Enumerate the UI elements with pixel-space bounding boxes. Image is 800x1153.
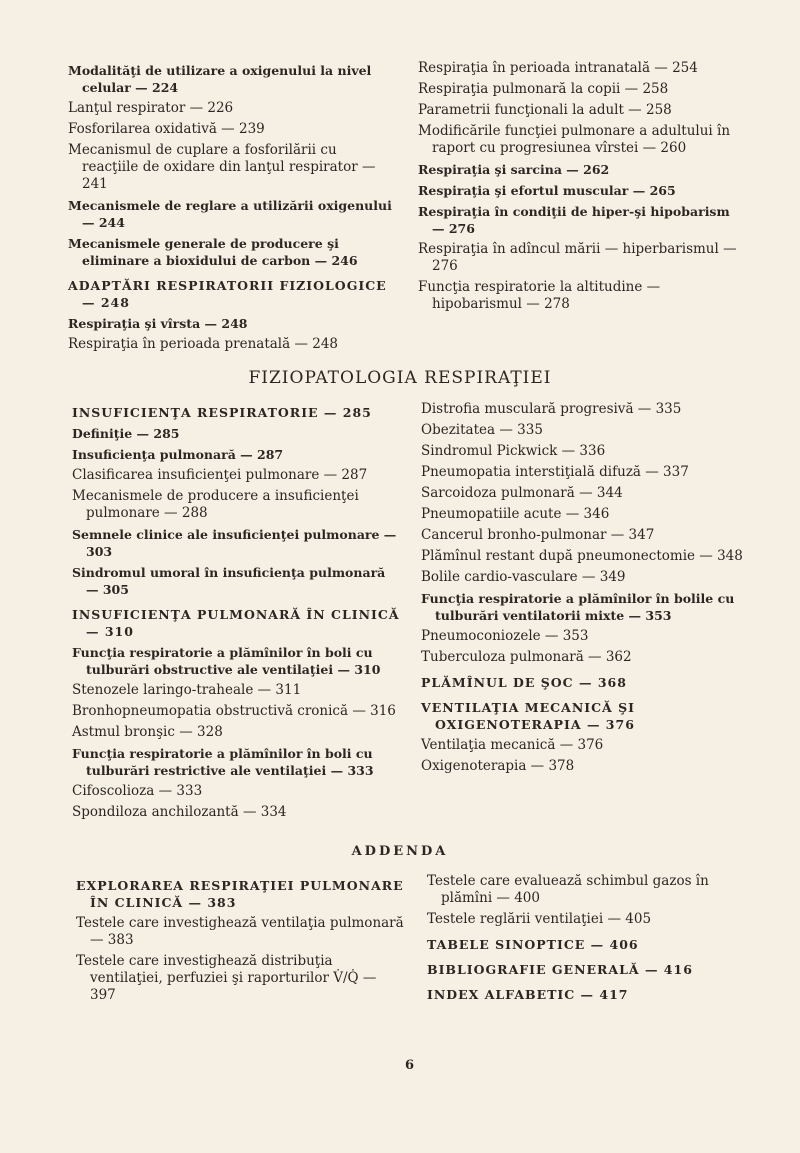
toc-entry: Funcţia respiratorie la altitudine — hipobarismul — 278 [418,279,661,312]
toc-middle-right-column [421,401,751,779]
toc-entry: Testele care investighează ventilaţia pulmonară — 383 [76,915,404,948]
toc-entry: Mecanismele generale de producere şi eliminare a bioxidului de carbon — 246 [68,236,358,268]
toc-entry: Testele care investighează distribuţia ventilaţiei, perfuziei şi raporturilor V̇/Q̇ — 397 [76,953,377,1003]
toc-entry: Insuficienţa pulmonară — 287 [72,447,284,462]
toc-bottom-left-column [76,877,406,1008]
toc-entry: Semnele clinice ale insuficienţei pulmonare — 303 [72,527,397,559]
toc-entry: Clasificarea insuficienţei pulmonare — 287 [72,467,368,483]
toc-entry: Respiraţia în perioada intranatală — 254 [418,60,698,76]
toc-entry: Mecanismul de cuplare a fosforilării cu reacţiile de oxidare din lanţul respirator — 241 [68,142,376,192]
toc-entry: Fosforilarea oxidativă — 239 [68,121,265,137]
toc-entry: Parametrii funcţionali la adult — 258 [418,102,672,118]
toc-entry: PLĂMÎNUL DE ŞOC — 368 [421,675,627,690]
toc-entry: Pneumopatia interstiţială difuză — 337 [421,464,689,480]
toc-entry: Cifoscolioza — 333 [72,783,203,799]
toc-top-right-column [418,60,746,317]
toc-entry: EXPLORAREA RESPIRAŢIEI PULMONARE ÎN CLINICĂ — 383 [76,878,404,910]
toc-entry: Spondiloza anchilozantă — 334 [72,804,287,820]
toc-entry: Bolile cardio-vasculare — 349 [421,569,626,585]
toc-entry: Respiraţia în adîncul mării — hiperbarismul — 276 [418,241,737,274]
toc-entry: Funcţia respiratorie a plămînilor în bolile cu tulburări ventilatorii mixte — 353 [421,591,735,623]
toc-entry: Stenozele laringo-traheale — 311 [72,682,302,698]
toc-entry: Cancerul bronho-pulmonar — 347 [421,527,655,543]
toc-entry: Modificările funcţiei pulmonare a adultului în raport cu progresiunea vîrstei — 260 [418,123,731,156]
section-title: FIZIOPATOLOGIA RESPIRAŢIEI [248,368,552,388]
toc-entry: Tuberculoza pulmonară — 362 [421,649,632,665]
toc-entry: Mecanismele de reglare a utilizării oxigenului — 244 [68,198,392,230]
toc-entry: Obezitatea — 335 [421,422,543,438]
toc-entry: Pneumopatiile acute — 346 [421,506,610,522]
toc-entry: INSUFICIENŢA RESPIRATORIE — 285 [72,405,372,420]
toc-entry: Astmul bronşic — 328 [72,724,223,740]
toc-entry: Plămînul restant după pneumonectomie — 348 [421,548,743,564]
toc-entry: Respiraţia şi efortul muscular — 265 [418,183,676,198]
toc-entry: Pneumoconiozele — 353 [421,628,589,644]
toc-entry: Bronhopneumopatia obstructivă cronică — 316 [72,703,396,719]
toc-entry: Modalităţi de utilizare a oxigenului la nivel celular — 224 [68,63,372,95]
toc-entry: Respiraţia şi sarcina — 262 [418,162,610,177]
toc-entry: Respiraţia în perioada prenatală — 248 [68,336,339,352]
toc-entry: Respiraţia în condiţii de hiper-şi hipobarism — 276 [418,204,730,236]
toc-entry: Ventilaţia mecanică — 376 [421,737,604,753]
toc-entry: Distrofia musculară progresivă — 335 [421,401,682,417]
page-number: 6 [405,1058,415,1073]
toc-entry: INDEX ALFABETIC — 417 [427,987,629,1002]
toc-entry: Definiţie — 285 [72,426,180,441]
toc-entry: ADAPTĂRI RESPIRATORII FIZIOLOGICE — 248 [68,278,387,310]
toc-entry: Mecanismele de producere a insuficienţei pulmonare — 288 [72,488,359,521]
toc-entry: Testele care evaluează schimbul gazos în plămîni — 400 [427,873,709,906]
toc-entry: Testele reglării ventilaţiei — 405 [427,911,652,927]
toc-entry: Sindromul Pickwick — 336 [421,443,606,459]
toc-entry: Funcţia respiratorie a plămînilor în boli cu tulburări obstructive ale ventilaţiei — 310 [72,645,381,677]
toc-middle-left-column [72,404,400,825]
toc-top-left-column [68,62,394,357]
addenda-title: ADDENDA [351,844,449,859]
toc-entry: INSUFICIENŢA PULMONARĂ ÎN CLINICĂ — 310 [72,607,400,639]
toc-bottom-right-column [427,873,755,1007]
toc-entry: VENTILAŢIA MECANICĂ ŞI OXIGENOTERAPIA — 376 [421,700,635,732]
toc-entry: Funcţia respiratorie a plămînilor în boli cu tulburări restrictive ale ventilaţiei — 333 [72,746,374,778]
toc-entry: TABELE SINOPTICE — 406 [427,937,639,952]
toc-entry: Oxigenoterapia — 378 [421,758,575,774]
toc-entry: Respiraţia pulmonară la copii — 258 [418,81,669,97]
toc-entry: BIBLIOGRAFIE GENERALĂ — 416 [427,962,693,977]
toc-entry: Sindromul umoral în insuficienţa pulmonară — 305 [72,565,386,597]
toc-entry: Respiraţia şi vîrsta — 248 [68,316,248,331]
toc-entry: Sarcoidoza pulmonară — 344 [421,485,623,501]
toc-entry: Lanţul respirator — 226 [68,100,234,116]
